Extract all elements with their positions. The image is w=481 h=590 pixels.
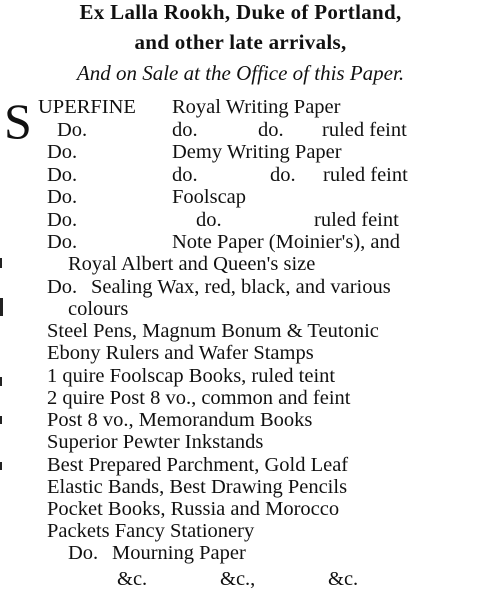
- item-label: Do.: [47, 141, 78, 163]
- item-label: Do.: [47, 276, 78, 298]
- item-label: Do.: [68, 542, 99, 564]
- etc-2: &c.,: [220, 568, 256, 590]
- item-text: do.: [172, 164, 198, 186]
- item-text: ruled feint: [322, 119, 407, 141]
- item-text: 2 quire Post 8 vo., common and feint: [47, 387, 351, 409]
- item-text: ruled feint: [314, 209, 399, 231]
- margin-mark: [0, 258, 2, 268]
- etc-1: &c.: [117, 568, 148, 590]
- item-text: Steel Pens, Magnum Bonum & Teutonic: [47, 320, 379, 342]
- margin-mark: [0, 416, 2, 424]
- item-label: Do.: [57, 119, 88, 141]
- item-text: 1 quire Foolscap Books, ruled teint: [47, 365, 336, 387]
- margin-mark: [0, 298, 3, 316]
- item-text: Demy Writing Paper: [172, 141, 342, 163]
- item-text: Royal Albert and Queen's size: [68, 253, 316, 275]
- item-text: Elastic Bands, Best Drawing Pencils: [47, 476, 348, 498]
- item-text: Packets Fancy Stationery: [47, 520, 255, 542]
- margin-mark: [0, 462, 2, 470]
- item-text: do.: [172, 119, 198, 141]
- item-label: UPERFINE: [38, 96, 136, 118]
- item-label: Do.: [47, 186, 78, 208]
- item-text: ruled feint: [323, 164, 408, 186]
- item-text: do.: [270, 164, 296, 186]
- item-text: Note Paper (Moinier's), and: [172, 231, 400, 253]
- item-text: Superior Pewter Inkstands: [47, 431, 264, 453]
- item-text: Best Prepared Parchment, Gold Leaf: [47, 454, 349, 476]
- margin-mark: [0, 377, 2, 386]
- item-text: Pocket Books, Russia and Morocco: [47, 498, 340, 520]
- item-label: Do.: [47, 209, 78, 231]
- item-text: colours: [68, 298, 129, 320]
- item-label: Do.: [47, 231, 78, 253]
- etc-3: &c.: [328, 568, 359, 590]
- item-label: Do.: [47, 164, 78, 186]
- item-text: do.: [258, 119, 284, 141]
- heading-line-3: And on Sale at the Office of this Paper.: [76, 61, 405, 85]
- drop-cap-letter: S: [4, 93, 32, 149]
- item-text: Royal Writing Paper: [172, 96, 341, 118]
- item-text: do.: [196, 209, 222, 231]
- heading-line-1: Ex Lalla Rookh, Duke of Portland,: [79, 0, 402, 24]
- item-text: Mourning Paper: [112, 542, 246, 564]
- item-text: Sealing Wax, red, black, and various: [91, 276, 391, 298]
- item-text: Foolscap: [172, 186, 247, 208]
- heading-line-2: and other late arrivals,: [134, 30, 347, 54]
- item-text: Ebony Rulers and Wafer Stamps: [47, 342, 314, 364]
- item-text: Post 8 vo., Memorandum Books: [47, 409, 313, 431]
